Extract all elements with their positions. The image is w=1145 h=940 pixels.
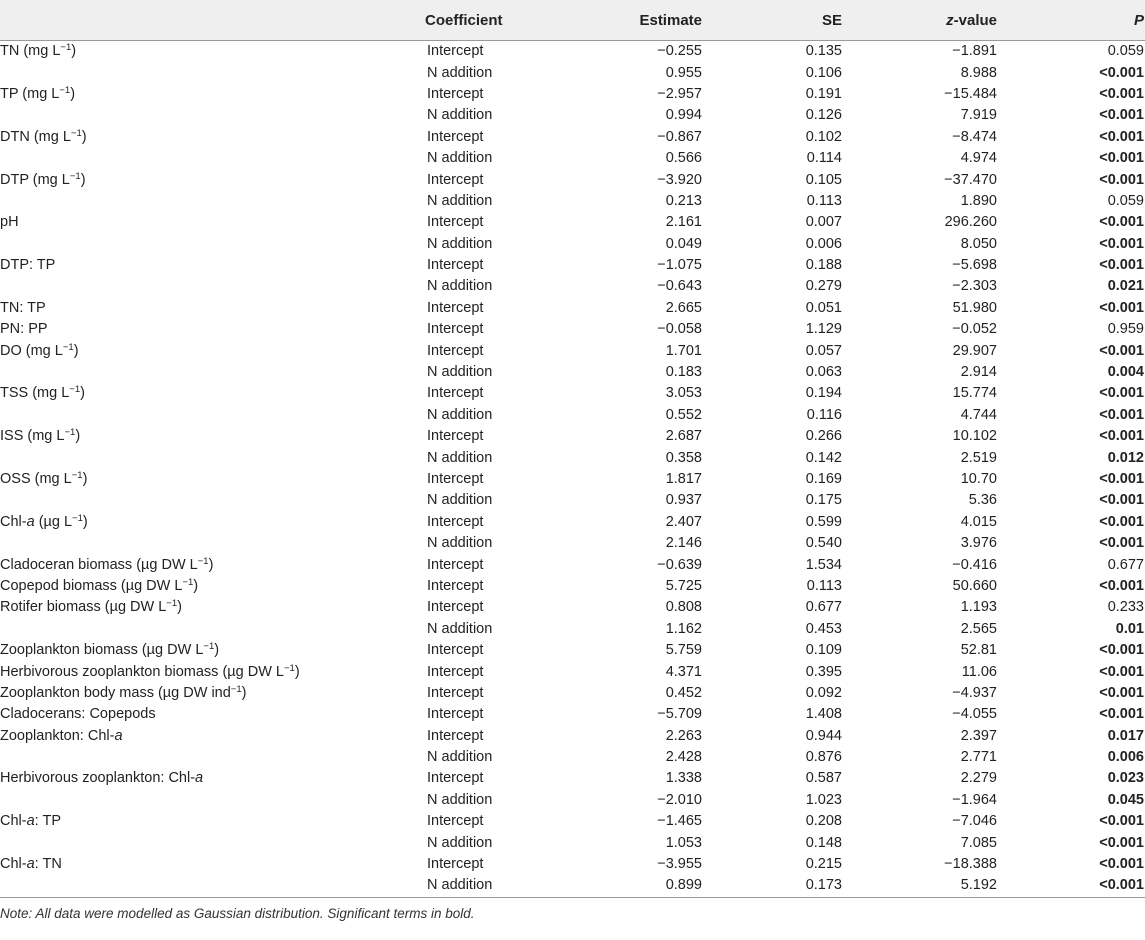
row-estimate: 2.263	[665, 727, 702, 744]
row-estimate: 2.428	[665, 749, 702, 766]
row-variable: Chl-a: TP	[0, 813, 61, 830]
row-z-value: −0.416	[952, 556, 997, 573]
row-z-value: 2.279	[960, 770, 997, 787]
row-p-value: <0.001	[1099, 492, 1144, 509]
row-variable	[0, 790, 425, 811]
table-row	[0, 426, 1145, 447]
row-variable	[0, 191, 425, 212]
row-se: 0.395	[805, 663, 842, 680]
row-z-value: −1.891	[952, 43, 997, 60]
row-p-value: <0.001	[1099, 684, 1144, 701]
table-row	[0, 854, 1145, 875]
row-z-value: 1.890	[960, 192, 997, 209]
row-z-value: 2.771	[960, 749, 997, 766]
row-se: 0.279	[805, 278, 842, 295]
row-p-value: <0.001	[1099, 428, 1144, 445]
row-p-value: <0.001	[1099, 834, 1144, 851]
row-variable: Cladoceran biomass (µg DW $L^{-1}$)	[0, 555, 214, 573]
row-coefficient: Intercept	[427, 663, 484, 680]
row-coefficient: N addition	[427, 620, 493, 637]
row-z-value: 4.015	[960, 513, 997, 530]
table-row	[0, 212, 1145, 233]
row-se: 0.587	[805, 770, 842, 787]
table-row	[0, 148, 1145, 169]
row-p-value: <0.001	[1099, 577, 1144, 594]
table-row	[0, 41, 1145, 63]
row-z-value: 51.980	[952, 299, 997, 316]
row-estimate: 0.213	[665, 192, 702, 209]
row-estimate: −0.255	[657, 43, 702, 60]
row-coefficient: Intercept	[427, 43, 484, 60]
row-z-value: 5.36	[968, 492, 997, 509]
row-p-value: 0.045	[1107, 791, 1144, 808]
row-coefficient: Intercept	[427, 385, 484, 402]
row-p-value: 0.006	[1107, 749, 1144, 766]
table-row	[0, 811, 1145, 832]
row-coefficient: Intercept	[427, 171, 484, 188]
table-row	[0, 790, 1145, 811]
row-variable: TP (mg $L^{-1}$)	[0, 84, 76, 102]
row-variable: DO (mg $L^{-1}$)	[0, 341, 79, 359]
row-p-value: <0.001	[1099, 214, 1144, 231]
row-z-value: 2.565	[960, 620, 997, 637]
row-se: 0.142	[805, 449, 842, 466]
row-z-value: 8.050	[960, 235, 997, 252]
table-row	[0, 255, 1145, 276]
row-se: 0.599	[805, 513, 842, 530]
row-p-value: 0.233	[1107, 599, 1144, 616]
header-z-value: z-value	[870, 0, 1025, 41]
row-variable: pH	[0, 214, 19, 231]
row-estimate: 1.701	[665, 342, 702, 359]
row-p-value: <0.001	[1099, 150, 1144, 167]
row-se: 0.540	[805, 535, 842, 552]
row-se: 0.114	[806, 150, 842, 167]
row-estimate: −2.010	[657, 791, 702, 808]
row-z-value: 8.988	[960, 64, 997, 81]
header-variable	[0, 0, 425, 41]
row-se: 0.175	[805, 492, 842, 509]
row-se: 0.109	[805, 642, 842, 659]
row-variable: Copepod biomass (µg DW $L^{-1}$)	[0, 576, 199, 594]
row-variable	[0, 62, 425, 83]
row-p-value: <0.001	[1099, 85, 1144, 102]
row-p-value: 0.021	[1107, 278, 1144, 295]
row-se: 0.113	[806, 577, 842, 594]
row-coefficient: N addition	[427, 364, 493, 381]
row-estimate: 0.452	[665, 684, 702, 701]
row-estimate: 1.162	[665, 620, 702, 637]
row-coefficient: N addition	[427, 235, 493, 252]
row-estimate: −1.465	[657, 813, 702, 830]
row-estimate: 2.146	[665, 535, 702, 552]
row-se: 0.944	[805, 727, 842, 744]
row-estimate: 3.053	[665, 385, 702, 402]
row-se: 0.063	[805, 364, 842, 381]
table-row	[0, 512, 1145, 533]
row-estimate: 0.566	[665, 150, 702, 167]
table-row	[0, 191, 1145, 212]
table-row	[0, 84, 1145, 105]
table-row	[0, 234, 1145, 255]
row-variable	[0, 362, 425, 383]
table-row	[0, 447, 1145, 468]
table-row	[0, 405, 1145, 426]
row-p-value: <0.001	[1099, 235, 1144, 252]
row-p-value: 0.059	[1107, 43, 1144, 60]
row-coefficient: Intercept	[427, 813, 484, 830]
row-variable	[0, 619, 425, 640]
row-coefficient: Intercept	[427, 321, 484, 338]
table-row	[0, 105, 1145, 126]
header-p: P	[1025, 0, 1145, 41]
row-coefficient: Intercept	[427, 214, 484, 231]
row-z-value: 296.260	[944, 214, 997, 231]
row-z-value: −8.474	[952, 128, 997, 145]
row-se: 0.876	[805, 749, 842, 766]
row-variable: Zooplankton body mass (µg DW ind$^{-1}$)	[0, 683, 247, 701]
row-coefficient: Intercept	[427, 128, 484, 145]
row-estimate: 1.338	[665, 770, 702, 787]
table-row	[0, 169, 1145, 190]
row-estimate: 0.955	[665, 64, 702, 81]
row-p-value: <0.001	[1099, 406, 1144, 423]
row-coefficient: Intercept	[427, 599, 484, 616]
row-estimate: 1.053	[665, 834, 702, 851]
row-se: 0.173	[730, 875, 870, 897]
row-variable	[0, 405, 425, 426]
row-variable: PN: PP	[0, 321, 48, 338]
row-coefficient: N addition	[427, 406, 493, 423]
row-z-value: 4.744	[960, 406, 997, 423]
row-se: 1.408	[805, 706, 842, 723]
row-se: 0.148	[805, 834, 842, 851]
row-z-value: 50.660	[952, 577, 997, 594]
row-variable: Zooplankton biomass (µg DW $L^{-1}$)	[0, 641, 220, 659]
row-p-value: <0.001	[1099, 471, 1144, 487]
row-z-value: −4.937	[952, 684, 997, 701]
table-row	[0, 127, 1145, 148]
row-estimate: −5.709	[657, 706, 702, 723]
row-z-value: −7.046	[952, 813, 997, 830]
row-p-value: <0.001	[1099, 64, 1144, 81]
row-p-value: 0.017	[1107, 727, 1144, 744]
row-coefficient: N addition	[427, 64, 493, 81]
row-estimate: 5.759	[665, 642, 702, 659]
table-row	[0, 747, 1145, 768]
row-se: 0.126	[805, 107, 842, 124]
row-variable: TN: TP	[0, 299, 46, 316]
row-se: 0.208	[805, 813, 842, 830]
row-estimate: 1.817	[665, 471, 702, 487]
table-row	[0, 704, 1145, 725]
table-row	[0, 383, 1145, 404]
table-row	[0, 554, 1145, 575]
row-estimate: 2.407	[665, 513, 702, 530]
row-variable	[0, 447, 425, 468]
row-variable	[0, 832, 425, 853]
row-p-value: <0.001	[1099, 535, 1144, 552]
row-z-value: −18.388	[944, 856, 997, 873]
row-z-value: 10.102	[952, 428, 997, 445]
row-variable	[0, 875, 425, 897]
row-estimate: 4.371	[665, 663, 702, 680]
row-coefficient: N addition	[427, 749, 493, 766]
row-estimate: 0.358	[665, 449, 702, 466]
row-estimate: 0.899	[575, 875, 730, 897]
row-coefficient: Intercept	[427, 577, 484, 594]
row-se: 0.057	[805, 342, 842, 359]
row-p-value: <0.001	[1099, 128, 1144, 145]
table-note: Note: All data were modelled as Gaussian distribution. Significant terms in bold.	[0, 905, 475, 921]
row-se: 0.051	[805, 299, 842, 316]
row-p-value: <0.001	[1099, 856, 1144, 873]
row-z-value: 1.193	[960, 599, 997, 616]
row-p-value: 0.959	[1107, 321, 1144, 338]
row-z-value: −1.964	[952, 791, 997, 808]
row-estimate: 0.049	[665, 235, 702, 252]
row-z-value: −2.303	[952, 278, 997, 295]
row-estimate: 0.183	[665, 364, 702, 381]
row-z-value: 2.519	[960, 449, 997, 466]
row-se: 0.113	[806, 192, 842, 209]
row-estimate: 0.808	[665, 599, 702, 616]
table-row	[0, 319, 1145, 340]
row-variable: Zooplankton: Chl-a	[0, 727, 123, 744]
row-se: 0.169	[805, 471, 842, 487]
row-variable: Chl-a: TN	[0, 856, 62, 873]
row-coefficient: N addition	[427, 192, 493, 209]
row-se: 0.215	[805, 856, 842, 873]
row-se: 0.194	[805, 385, 842, 402]
row-estimate: 2.161	[665, 214, 702, 231]
row-p-value: <0.001	[1099, 642, 1144, 659]
row-variable: TN (mg $L^{-1}$)	[0, 42, 77, 60]
table-row	[0, 597, 1145, 618]
row-variable	[0, 276, 425, 297]
row-se: 0.102	[805, 128, 842, 145]
row-variable: Cladocerans: Copepods	[0, 706, 156, 723]
row-estimate: −0.058	[657, 321, 702, 338]
row-se: 0.453	[805, 620, 842, 637]
row-z-value: 52.81	[960, 642, 997, 659]
row-p-value: 0.023	[1107, 770, 1144, 787]
row-coefficient: Intercept	[427, 342, 484, 359]
row-se: 0.191	[805, 85, 842, 102]
row-estimate: −1.075	[657, 257, 702, 274]
table-row	[0, 340, 1145, 361]
row-estimate: 5.725	[665, 577, 702, 594]
row-coefficient: Intercept	[427, 770, 484, 787]
table-row	[0, 533, 1145, 554]
header-coefficient: Coefficient	[425, 0, 575, 41]
row-z-value: 15.774	[952, 385, 997, 402]
row-coefficient: Intercept	[427, 684, 484, 701]
row-variable	[0, 533, 425, 554]
row-se: 1.534	[805, 556, 842, 573]
row-coefficient: N addition	[427, 791, 493, 808]
row-z-value: −0.052	[952, 321, 997, 338]
row-z-value: −37.470	[944, 171, 997, 188]
row-estimate: −0.867	[657, 128, 702, 145]
row-se: 0.677	[805, 599, 842, 616]
row-coefficient: Intercept	[427, 257, 484, 274]
row-variable	[0, 105, 425, 126]
row-variable: Chl-a (µg $L^{-1}$)	[0, 512, 88, 530]
row-z-value: 10.70	[960, 471, 997, 487]
table-body	[0, 41, 1145, 898]
row-p-value: <0.001	[1099, 107, 1144, 124]
row-p-value: <0.001	[1099, 706, 1144, 723]
row-coefficient: Intercept	[427, 856, 484, 873]
row-coefficient: N addition	[427, 535, 493, 552]
table-row	[0, 768, 1145, 789]
row-se: 0.266	[805, 428, 842, 445]
table-row	[0, 490, 1145, 511]
row-p-value: 0.059	[1107, 192, 1144, 209]
row-coefficient: Intercept	[427, 642, 484, 659]
row-estimate: 0.994	[665, 107, 702, 124]
row-estimate: 0.937	[665, 492, 702, 509]
row-p-value: <0.001	[1099, 663, 1144, 680]
row-coefficient: N addition	[427, 278, 493, 295]
row-z-value: −4.055	[952, 706, 997, 723]
row-se: 0.135	[805, 43, 842, 60]
table-row	[0, 362, 1145, 383]
row-se: 1.129	[805, 321, 842, 338]
row-coefficient: N addition	[427, 150, 493, 167]
row-coefficient: N addition	[427, 834, 493, 851]
row-z-value: 5.192	[870, 875, 1025, 897]
row-variable	[0, 747, 425, 768]
row-estimate: −3.955	[657, 856, 702, 873]
row-p-value: <0.001	[1025, 875, 1145, 897]
table-row	[0, 661, 1145, 682]
row-coefficient: N addition	[427, 449, 493, 466]
row-se: 0.092	[805, 684, 842, 701]
row-se: 0.106	[805, 64, 842, 81]
row-z-value: 7.919	[960, 107, 997, 124]
row-variable: Herbivorous zooplankton: Chl-a	[0, 770, 204, 787]
row-coefficient: Intercept	[427, 428, 484, 445]
row-variable: DTP (mg $L^{-1}$)	[0, 170, 86, 188]
row-se: 0.116	[806, 406, 842, 423]
row-coefficient: N addition	[427, 107, 493, 124]
row-variable: TSS (mg $L^{-1}$)	[0, 384, 85, 402]
table-row	[0, 832, 1145, 853]
row-estimate: −2.957	[657, 85, 702, 102]
row-estimate: −0.639	[657, 556, 702, 573]
row-coefficient: Intercept	[427, 706, 484, 723]
row-se: 0.007	[805, 214, 842, 231]
row-p-value: <0.001	[1099, 342, 1144, 359]
row-coefficient: Intercept	[427, 727, 484, 744]
row-p-value: 0.677	[1107, 556, 1144, 573]
row-p-value: 0.01	[1115, 620, 1144, 637]
row-estimate: 2.687	[665, 428, 702, 445]
row-p-value: <0.001	[1099, 299, 1144, 316]
row-variable	[0, 234, 425, 255]
table-row	[0, 875, 1145, 897]
row-coefficient: N addition	[425, 875, 575, 897]
table-header-row	[0, 0, 1145, 41]
row-variable: Herbivorous zooplankton biomass (µg DW $L^{-1}$)	[0, 662, 300, 680]
row-z-value: −15.484	[944, 85, 997, 102]
row-coefficient: Intercept	[427, 513, 484, 530]
row-z-value: 4.974	[960, 150, 997, 167]
row-se: 0.188	[805, 257, 842, 274]
row-se: 0.006	[805, 235, 842, 252]
row-se: 0.105	[805, 171, 842, 188]
row-z-value: 2.914	[960, 364, 997, 381]
table-row	[0, 640, 1145, 661]
table-row	[0, 298, 1145, 319]
header-estimate: Estimate	[575, 0, 730, 41]
row-estimate: 0.552	[665, 406, 702, 423]
row-p-value: <0.001	[1099, 171, 1144, 188]
row-se: 1.023	[805, 791, 842, 808]
row-coefficient: N addition	[427, 492, 493, 509]
row-z-value: 3.976	[960, 535, 997, 552]
table-row	[0, 576, 1145, 597]
row-variable: DTN (mg $L^{-1}$)	[0, 127, 87, 145]
row-estimate: −3.920	[657, 171, 702, 188]
row-z-value: 29.907	[952, 342, 997, 359]
row-coefficient: Intercept	[427, 85, 484, 102]
row-variable: ISS (mg $L^{-1}$)	[0, 427, 81, 445]
row-coefficient: Intercept	[427, 556, 484, 573]
table-row	[0, 62, 1145, 83]
row-z-value: 7.085	[960, 834, 997, 851]
table-row	[0, 619, 1145, 640]
row-estimate: 2.665	[665, 299, 702, 316]
row-z-value: 11.06	[961, 663, 997, 680]
row-z-value: −5.698	[952, 257, 997, 274]
row-p-value: <0.001	[1099, 257, 1144, 274]
row-variable	[0, 148, 425, 169]
header-se: SE	[730, 0, 870, 41]
table-row	[0, 469, 1145, 490]
row-p-value: 0.012	[1107, 449, 1144, 466]
row-p-value: 0.004	[1107, 364, 1144, 381]
row-variable	[0, 490, 425, 511]
row-p-value: <0.001	[1099, 513, 1144, 530]
table-row	[0, 276, 1145, 297]
table-row	[0, 683, 1145, 704]
row-z-value: 2.397	[960, 727, 997, 744]
table-row	[0, 726, 1145, 747]
row-variable: OSS (mg $L^{-1}$)	[0, 470, 88, 487]
row-variable: DTP: TP	[0, 257, 56, 274]
row-variable: Rotifer biomass (µg DW $L^{-1}$)	[0, 598, 182, 616]
row-coefficient: Intercept	[427, 299, 484, 316]
row-estimate: −0.643	[657, 278, 702, 295]
row-p-value: <0.001	[1099, 813, 1144, 830]
row-p-value: <0.001	[1099, 385, 1144, 402]
row-coefficient: Intercept	[427, 471, 484, 487]
